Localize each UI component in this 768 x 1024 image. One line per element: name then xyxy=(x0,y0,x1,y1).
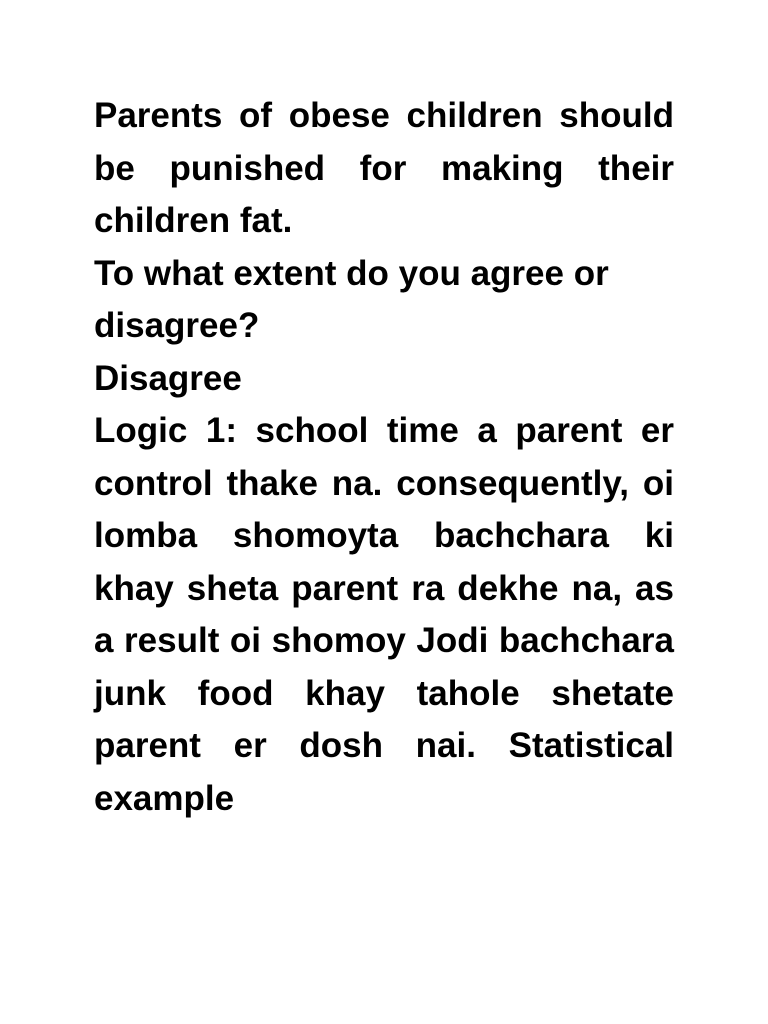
essay-logic-1: Logic 1: school time a parent er control thake na. consequently, oi lomba shomoyta bachchara ki khay sheta parent ra dekhe na, as a result oi shomoy Jodi bachchara junk food khay tahole shetate parent er dosh nai. Statistical example xyxy=(94,411,674,818)
essay-question: To what extent do you agree or disagree? xyxy=(94,253,609,345)
essay-text xyxy=(94,90,674,825)
essay-topic: Parents of obese children should be punished for making their children fat. xyxy=(94,96,674,240)
essay-stance: Disagree xyxy=(94,358,242,398)
